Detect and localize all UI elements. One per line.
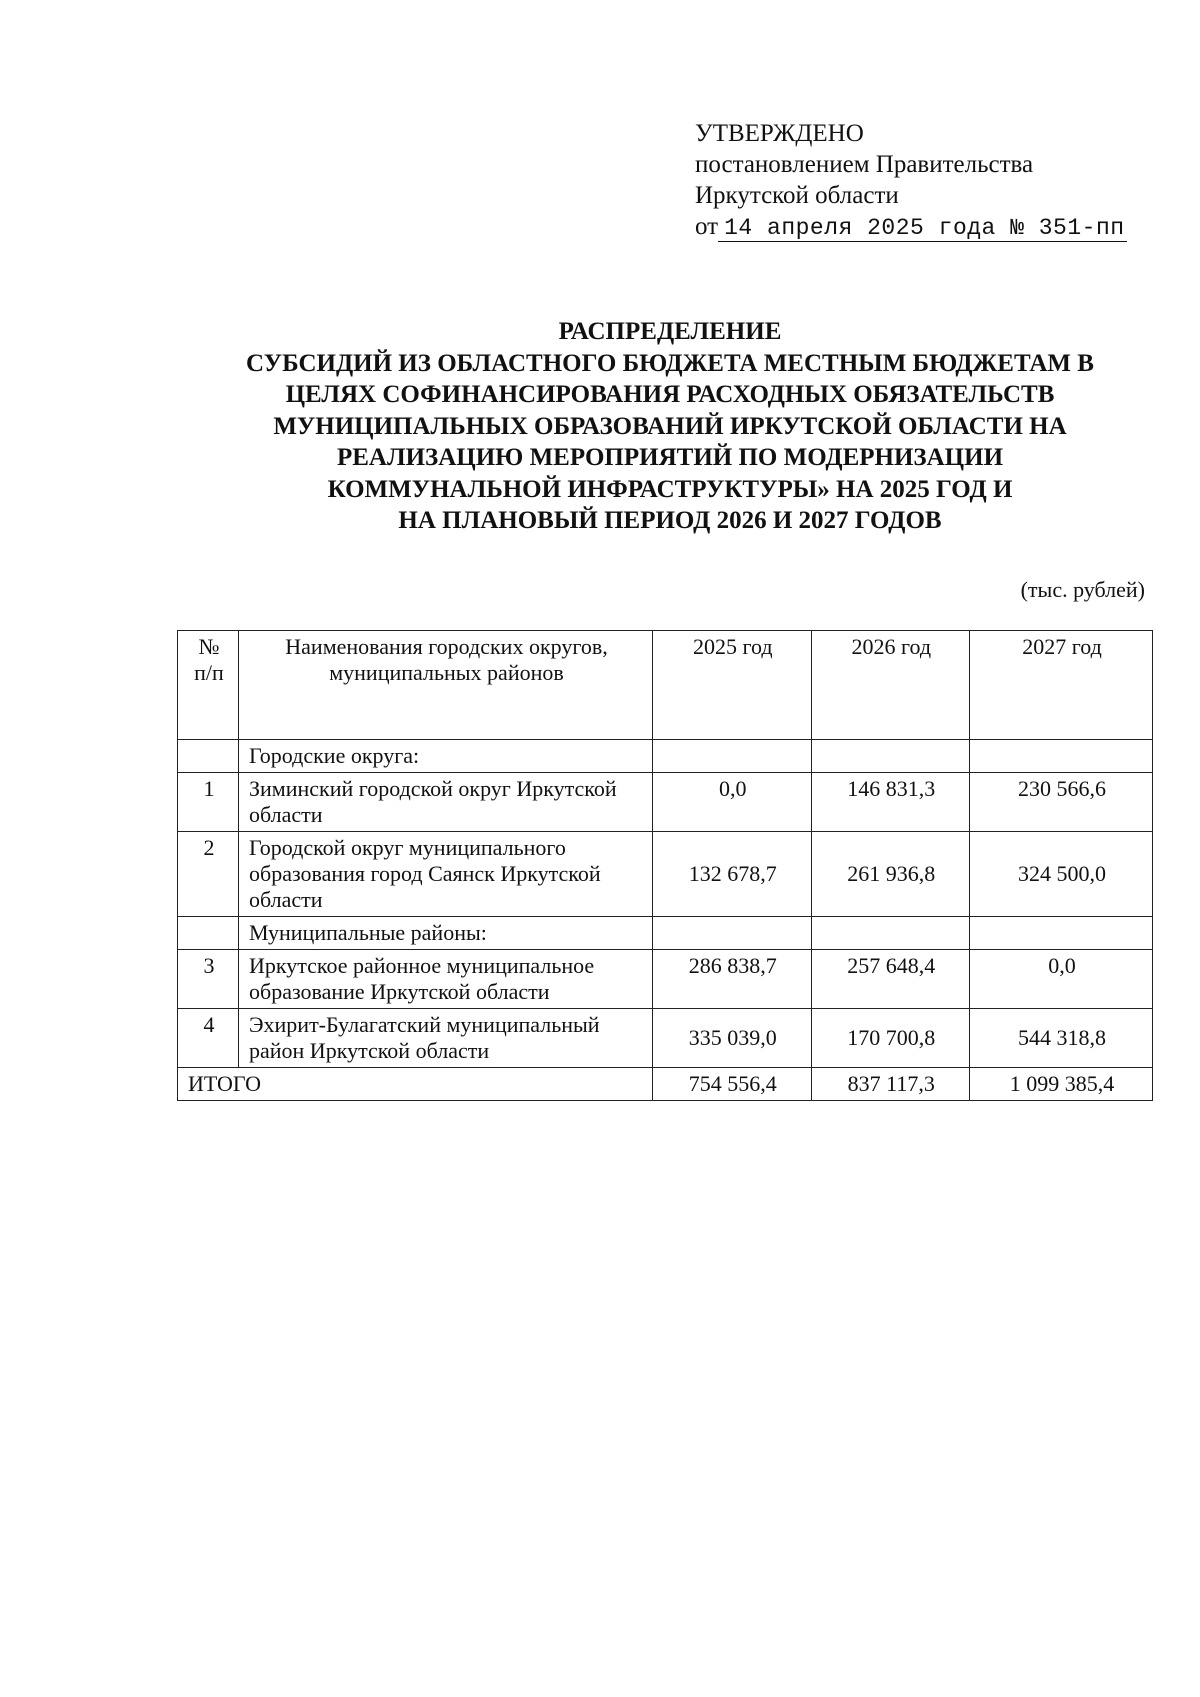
row-name: Иркутское районное муниципальное образование Иркутской области [239,950,653,1009]
header-name [239,631,653,740]
table-group-row [178,917,1153,950]
row-value-2026: 170 700,8 [811,1009,970,1068]
header-number [178,631,239,740]
row-value-2025: 132 678,7 [653,832,812,917]
row-name: Городской округ муниципального образования город Саянск Иркутской области [239,832,653,917]
group-number-cell [178,740,239,773]
table-row [178,1009,1153,1068]
approval-date-text: 14 апреля 2025 года № 351-пп [718,215,1126,242]
group-cell [811,740,970,773]
row-value-2025: 335 039,0 [653,1009,812,1068]
approval-date-line [695,211,1127,244]
total-value-2027: 1 099 385,4 [970,1068,1153,1101]
row-value-2025: 0,0 [653,773,812,832]
row-value-2027: 544 318,8 [970,1009,1153,1068]
header-2026: 2026 год [811,631,970,740]
group-cell [970,917,1153,950]
group-label: Муниципальные районы: [239,917,653,950]
group-cell [811,917,970,950]
row-value-2025: 286 838,7 [653,950,812,1009]
units-label: (тыс. рублей) [1020,577,1145,602]
header-2025: 2025 год [653,631,812,740]
row-value-2027: 230 566,6 [970,773,1153,832]
table-header-row [178,631,1153,740]
table-row [178,832,1153,917]
approval-date-prefix: от [695,213,719,240]
total-value-2026: 837 117,3 [811,1068,970,1101]
group-cell [653,740,812,773]
row-value-2026: 146 831,3 [811,773,970,832]
table-total-row [178,1068,1153,1101]
heading-line: МУНИЦИПАЛЬНЫХ ОБРАЗОВАНИЙ ИРКУТСКОЙ ОБЛАСТИ НА [273,412,1067,440]
total-label: ИТОГО [178,1068,653,1101]
document-heading [170,316,1170,537]
row-value-2027: 0,0 [970,950,1153,1009]
header-number-line2: п/п [194,660,224,685]
row-number: 4 [178,1009,239,1068]
row-name: Эхирит-Булагатский муниципальный район Иркутской области [239,1009,653,1068]
heading-line: ЦЕЛЯХ СОФИНАНСИРОВАНИЯ РАСХОДНЫХ ОБЯЗАТЕЛЬСТВ [285,381,1055,408]
approval-title: УТВЕРЖДЕНО [695,120,864,147]
row-number: 2 [178,832,239,917]
heading-line: СУБСИДИЙ ИЗ ОБЛАСТНОГО БЮДЖЕТА МЕСТНЫМ БЮДЖЕТАМ В [246,349,1094,377]
header-number-line1: № [198,634,220,659]
heading-line: РАСПРЕДЕЛЕНИЕ [558,318,782,345]
total-value-2025: 754 556,4 [653,1068,812,1101]
table-row [178,773,1153,832]
row-number: 1 [178,773,239,832]
approval-authority: постановлением Правительства [695,151,1034,178]
header-2027: 2027 год [970,631,1153,740]
heading-line: КОММУНАЛЬНОЙ ИНФРАСТРУКТУРЫ» НА 2025 ГОД И [327,475,1013,503]
row-value-2026: 261 936,8 [811,832,970,917]
group-cell [653,917,812,950]
table-group-row [178,740,1153,773]
row-value-2027: 324 500,0 [970,832,1153,917]
heading-line: НА ПЛАНОВЫЙ ПЕРИОД 2026 И 2027 ГОДОВ [398,507,942,534]
header-name-line2: муниципальных районов [329,660,564,685]
approval-region: Иркутской области [695,182,899,209]
heading-line: РЕАЛИЗАЦИЮ МЕРОПРИЯТИЙ ПО МОДЕРНИЗАЦИИ [336,444,1004,471]
table-row [178,950,1153,1009]
group-number-cell [178,917,239,950]
row-value-2026: 257 648,4 [811,950,970,1009]
subsidy-table [177,630,1153,1101]
approval-block [695,118,1127,244]
group-label: Городские округа: [239,740,653,773]
row-name: Зиминский городской округ Иркутской области [239,773,653,832]
group-cell [970,740,1153,773]
row-number: 3 [178,950,239,1009]
header-name-line1: Наименования городских округов, [285,634,608,659]
